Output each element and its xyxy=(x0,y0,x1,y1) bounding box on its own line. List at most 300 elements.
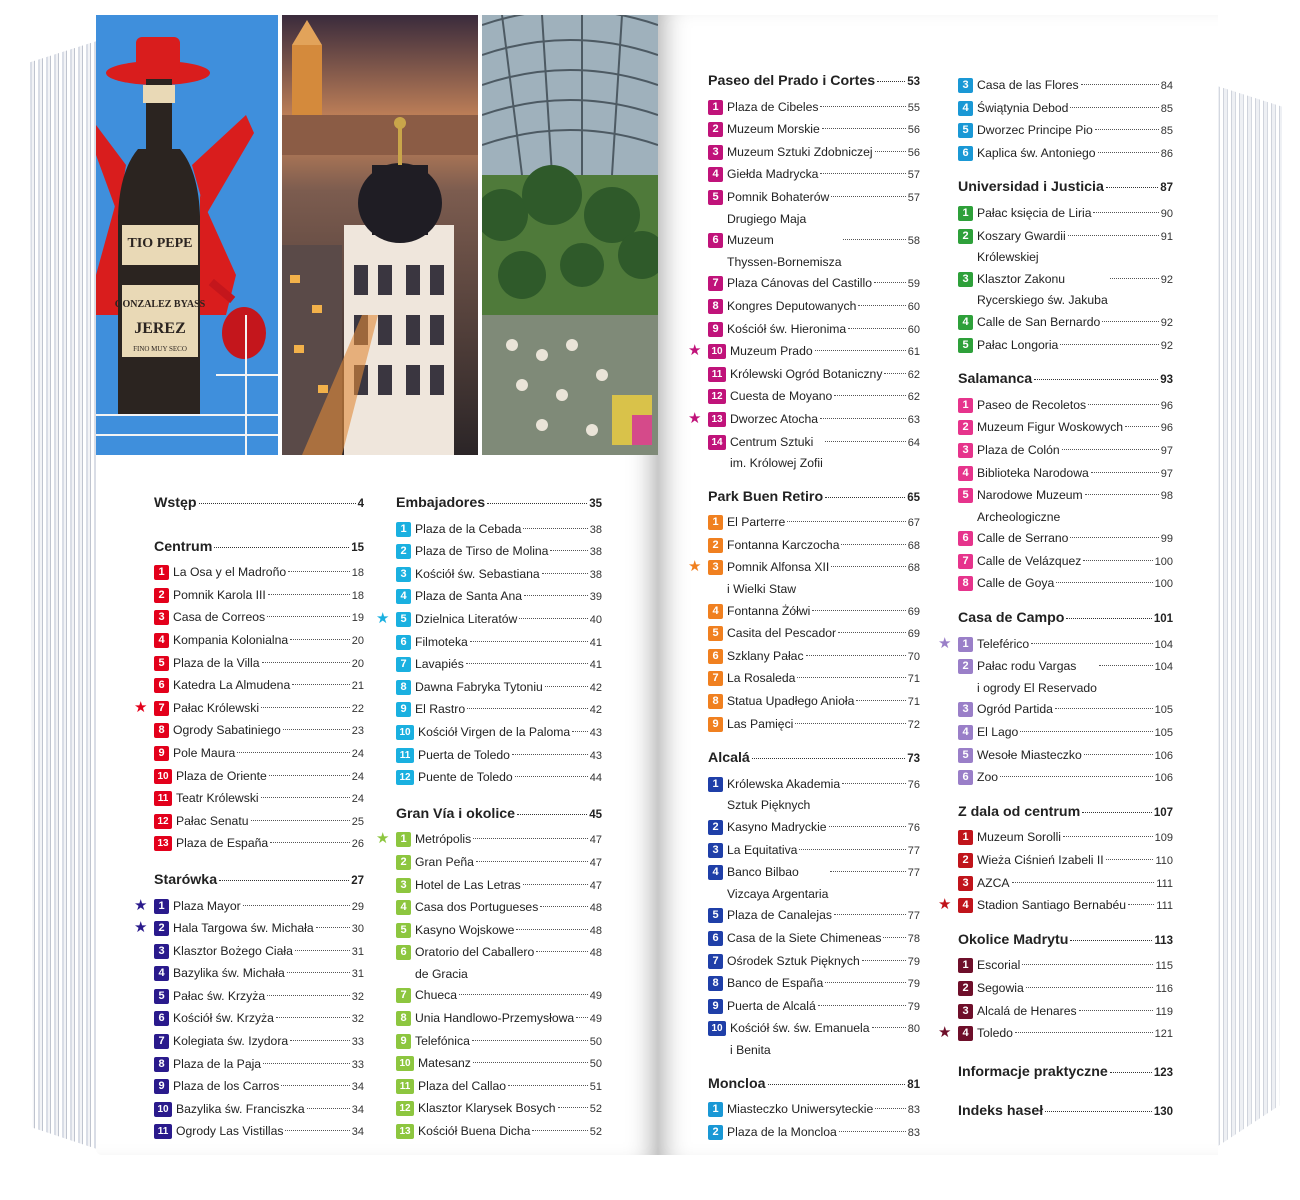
toc-entry[interactable] xyxy=(958,1001,1173,1024)
dot-leader xyxy=(285,1130,349,1131)
toc-entry[interactable] xyxy=(958,75,1173,98)
left-page-edges xyxy=(30,40,100,1150)
dot-leader xyxy=(1106,187,1158,188)
entry-text xyxy=(173,630,364,653)
toc-entry[interactable] xyxy=(376,829,602,852)
entry-page-number: 22 xyxy=(351,702,364,715)
entry-page-number: 83 xyxy=(907,1104,920,1117)
toc-entry[interactable] xyxy=(154,766,364,789)
entry-name: Plaza del Callao xyxy=(418,1078,507,1093)
section-alcala[interactable] xyxy=(708,748,920,771)
entry-name: Teleférico xyxy=(977,636,1030,651)
entry-text xyxy=(730,386,920,409)
entry-number-badge: 3 xyxy=(396,567,411,582)
toc-entry[interactable] xyxy=(154,1121,364,1144)
entry-text xyxy=(415,1008,602,1031)
toc-entry[interactable] xyxy=(708,840,920,863)
toc-entry[interactable] xyxy=(154,986,364,1009)
entry-name: La Osa y el Madroño xyxy=(173,565,287,580)
toc-entry[interactable] xyxy=(688,341,920,364)
toc-entry[interactable] xyxy=(938,895,1173,918)
section-embajadores[interactable] xyxy=(396,493,602,516)
toc-entry[interactable] xyxy=(708,386,920,409)
toc-entry[interactable] xyxy=(396,699,602,722)
toc-entry[interactable] xyxy=(396,564,602,587)
toc-entry[interactable] xyxy=(396,897,602,920)
entry-number-badge: 6 xyxy=(708,233,723,248)
toc-entry[interactable] xyxy=(708,230,920,273)
dot-leader xyxy=(822,128,906,129)
toc-entry[interactable] xyxy=(396,985,602,1008)
toc-entry[interactable] xyxy=(134,896,364,919)
dot-leader xyxy=(1099,665,1153,666)
section-page-number: 65 xyxy=(907,491,920,504)
entry-text xyxy=(173,896,364,919)
dot-leader xyxy=(1045,1111,1152,1112)
entry-text xyxy=(977,850,1173,873)
toc-entry[interactable] xyxy=(154,675,364,698)
toc-entry[interactable] xyxy=(958,850,1173,873)
toc-entry[interactable] xyxy=(708,646,920,669)
toc-entry[interactable] xyxy=(958,873,1173,896)
dot-leader xyxy=(316,927,350,928)
entry-number-badge: 8 xyxy=(396,680,411,695)
entry-name: Dawna Fabryka Tytoniu xyxy=(415,679,543,694)
entry-text xyxy=(977,873,1173,896)
toc-entry[interactable] xyxy=(708,601,920,624)
entry-number-badge: 7 xyxy=(708,954,723,969)
toc-entry[interactable] xyxy=(708,164,920,187)
toc-entry[interactable] xyxy=(958,440,1173,463)
toc-entry[interactable] xyxy=(134,918,364,941)
entry-number-badge: 1 xyxy=(958,206,973,221)
toc-entry[interactable] xyxy=(396,1121,602,1144)
entry-text xyxy=(176,1099,364,1122)
toc-entry[interactable] xyxy=(958,485,1173,528)
entry-page-number: 41 xyxy=(589,636,602,649)
section-page-number: 53 xyxy=(907,76,920,88)
spacer xyxy=(958,596,1173,608)
toc-entry[interactable] xyxy=(708,142,920,165)
toc-entry[interactable] xyxy=(708,97,920,120)
entry-page-number: 69 xyxy=(907,628,920,641)
entry-name: Kościół św. Krzyża xyxy=(173,1011,274,1026)
entry-page-number: 121 xyxy=(1154,1028,1173,1041)
dot-leader xyxy=(883,937,905,938)
entry-name: Banco Bilbao Vizcaya Argentaria xyxy=(727,865,829,901)
entry-number-badge: 2 xyxy=(708,1125,723,1140)
toc-entry[interactable] xyxy=(958,745,1173,768)
toc-entry[interactable] xyxy=(688,409,920,432)
spacer xyxy=(154,856,364,870)
toc-entry[interactable] xyxy=(154,833,364,856)
toc-entry[interactable] xyxy=(708,714,920,737)
dot-leader xyxy=(219,880,349,881)
dot-leader xyxy=(295,950,350,951)
entry-name: Pomnik Bohaterów Drugiego Maja xyxy=(727,189,830,226)
entry-text xyxy=(415,609,602,632)
entry-name: Ogrody Sabatiniego xyxy=(173,723,281,738)
toc-column-2 xyxy=(376,493,602,1144)
section-page-number: 113 xyxy=(1154,934,1173,947)
entry-name: El Rastro xyxy=(415,702,466,717)
entry-number-badge: 3 xyxy=(958,78,973,93)
entry-number-badge: 4 xyxy=(154,633,169,648)
dot-leader xyxy=(877,81,905,82)
entry-number-badge: 9 xyxy=(396,702,411,717)
entry-number-badge: 12 xyxy=(396,1101,414,1116)
entry-number-badge: 6 xyxy=(708,931,723,946)
toc-entry[interactable] xyxy=(154,743,364,766)
section-casacampo[interactable] xyxy=(958,608,1173,631)
entry-text xyxy=(727,691,920,714)
toc-entry[interactable] xyxy=(396,722,602,745)
toc-entry[interactable] xyxy=(958,767,1173,790)
entry-page-number: 32 xyxy=(351,990,364,1003)
toc-entry[interactable] xyxy=(396,632,602,655)
entry-text xyxy=(727,164,920,187)
toc-entry[interactable] xyxy=(154,1076,364,1099)
toc-entry[interactable] xyxy=(958,656,1173,699)
toc-entry[interactable] xyxy=(154,1054,364,1077)
entry-text xyxy=(977,699,1173,722)
entry-page-number: 119 xyxy=(1155,1005,1173,1018)
toc-entry[interactable] xyxy=(154,788,364,811)
toc-entry[interactable] xyxy=(708,432,920,475)
toc-entry[interactable] xyxy=(154,562,364,585)
toc-entry[interactable] xyxy=(958,98,1173,121)
dot-leader xyxy=(519,618,587,619)
toc-entry[interactable] xyxy=(958,699,1173,722)
entry-name: Klasztor Zakonu Rycerskiego św. Jakuba xyxy=(977,271,1108,308)
toc-entry[interactable] xyxy=(154,941,364,964)
section-title: Moncloa xyxy=(708,1075,766,1092)
dot-leader xyxy=(545,686,588,687)
dot-leader xyxy=(795,723,905,724)
entry-number-badge: 4 xyxy=(958,725,973,740)
entry-text xyxy=(176,788,364,811)
toc-entry[interactable] xyxy=(708,996,920,1019)
dot-leader xyxy=(1081,84,1159,85)
dot-leader xyxy=(476,861,588,862)
section-page-number: 123 xyxy=(1153,1066,1173,1079)
dot-leader xyxy=(820,418,906,419)
dot-leader xyxy=(872,1027,906,1028)
dot-leader xyxy=(214,547,349,548)
entry-name: Calle de Serrano xyxy=(977,531,1069,546)
entry-text xyxy=(415,852,602,875)
dot-leader xyxy=(1079,1010,1154,1011)
section-starowka[interactable] xyxy=(154,870,364,893)
entry-page-number: 85 xyxy=(1160,102,1173,115)
spacer xyxy=(154,519,364,537)
toc-entry[interactable] xyxy=(708,928,920,951)
entry-number-badge: 6 xyxy=(154,678,169,693)
toc-entry[interactable] xyxy=(708,1122,920,1145)
section-title: Starówka xyxy=(154,871,218,888)
entry-text xyxy=(173,720,364,743)
dot-leader xyxy=(838,632,906,633)
entry-text xyxy=(173,675,364,698)
toc-entry[interactable] xyxy=(708,691,920,714)
entry-text xyxy=(173,918,364,941)
dot-leader xyxy=(550,550,587,551)
toc-entry[interactable] xyxy=(134,698,364,721)
toc-entry[interactable] xyxy=(396,875,602,898)
entry-text xyxy=(977,634,1173,657)
entry-name: Lavapiés xyxy=(415,657,464,672)
toc-entry[interactable] xyxy=(708,862,920,905)
toc-entry[interactable] xyxy=(708,973,920,996)
entry-page-number: 72 xyxy=(907,718,920,731)
toc-entry[interactable] xyxy=(154,607,364,630)
entry-page-number: 67 xyxy=(907,517,920,530)
toc-entry[interactable] xyxy=(154,963,364,986)
toc-entry[interactable] xyxy=(708,535,920,558)
section-zdala[interactable] xyxy=(958,802,1173,825)
toc-entry[interactable] xyxy=(958,120,1173,143)
dot-leader xyxy=(1085,494,1159,495)
entry-name: Paseo de Recoletos xyxy=(977,397,1087,412)
entry-number-badge: 10 xyxy=(396,1056,414,1071)
toc-entry[interactable] xyxy=(958,978,1173,1001)
entry-name: Kościół św. Sebastiana xyxy=(415,566,540,581)
entry-number-badge: 6 xyxy=(958,531,973,546)
entry-name: Toledo xyxy=(977,1026,1013,1041)
entry-text xyxy=(977,1001,1173,1024)
section-extra-1[interactable] xyxy=(958,1101,1173,1124)
entry-page-number: 24 xyxy=(351,793,364,806)
entry-number-badge: 4 xyxy=(708,865,723,880)
dot-leader xyxy=(515,776,588,777)
right-page xyxy=(658,15,1218,1155)
toc-entry[interactable] xyxy=(396,767,602,790)
entry-name: Plaza de la Cebada xyxy=(415,521,522,536)
entry-number-badge: 5 xyxy=(708,626,723,641)
section-paseo[interactable] xyxy=(708,71,920,94)
section-salamanca[interactable] xyxy=(958,369,1173,392)
entry-page-number: 18 xyxy=(351,589,364,602)
toc-entry[interactable] xyxy=(154,1099,364,1122)
toc-entry[interactable] xyxy=(396,942,602,985)
toc-entry[interactable] xyxy=(708,296,920,319)
toc-entry[interactable] xyxy=(938,1023,1173,1046)
entry-page-number: 77 xyxy=(907,844,920,857)
toc-entry[interactable] xyxy=(958,955,1173,978)
toc-entry[interactable] xyxy=(708,1018,920,1061)
toc-entry[interactable] xyxy=(958,827,1173,850)
toc-entry[interactable] xyxy=(154,653,364,676)
toc-entry[interactable] xyxy=(154,630,364,653)
toc-entry[interactable] xyxy=(708,119,920,142)
section-intro[interactable] xyxy=(154,493,364,516)
dot-leader xyxy=(261,707,350,708)
dot-leader xyxy=(839,1131,906,1132)
dot-leader xyxy=(752,758,905,759)
toc-entry[interactable] xyxy=(958,573,1173,596)
toc-entry[interactable] xyxy=(396,677,602,700)
entry-number-badge: 4 xyxy=(958,898,973,913)
toc-entry[interactable] xyxy=(396,1031,602,1054)
toc-entry[interactable] xyxy=(154,1031,364,1054)
entry-page-number: 57 xyxy=(907,191,920,204)
entry-page-number: 86 xyxy=(1160,147,1173,160)
toc-entry[interactable] xyxy=(958,528,1173,551)
toc-entry[interactable] xyxy=(396,1076,602,1099)
dot-leader xyxy=(536,951,588,952)
toc-entry[interactable] xyxy=(396,852,602,875)
toc-entry[interactable] xyxy=(708,364,920,387)
dot-leader xyxy=(841,544,905,545)
toc-entry[interactable] xyxy=(708,817,920,840)
entry-number-badge: 7 xyxy=(708,276,723,291)
dot-leader xyxy=(466,663,588,664)
entry-name: Plaza de Santa Ana xyxy=(415,589,523,604)
entry-number-badge: 13 xyxy=(708,412,726,427)
toc-entry[interactable] xyxy=(958,312,1173,335)
toc-entry[interactable] xyxy=(958,395,1173,418)
toc-entry[interactable] xyxy=(154,1008,364,1031)
entry-name: Bazylika św. Michała xyxy=(173,966,285,981)
toc-entry[interactable] xyxy=(958,551,1173,574)
toc-entry[interactable] xyxy=(938,634,1173,657)
toc-entry[interactable] xyxy=(396,519,602,542)
dot-leader xyxy=(1098,152,1159,153)
section-centrum[interactable] xyxy=(154,537,364,560)
entry-page-number: 76 xyxy=(907,778,920,791)
entry-text xyxy=(727,840,920,863)
entry-number-badge: 4 xyxy=(396,900,411,915)
entry-page-number: 41 xyxy=(589,659,602,672)
star-icon: ★ xyxy=(134,698,148,716)
entry-page-number: 106 xyxy=(1154,749,1173,762)
entry-number-badge: 1 xyxy=(396,522,411,537)
toc-entry[interactable] xyxy=(154,720,364,743)
entry-number-badge: 2 xyxy=(958,420,973,435)
entry-text xyxy=(977,485,1173,528)
entry-text xyxy=(727,996,920,1019)
star-icon: ★ xyxy=(688,558,702,576)
toc-entry[interactable] xyxy=(708,1099,920,1122)
toc-entry[interactable] xyxy=(396,745,602,768)
toc-entry[interactable] xyxy=(376,609,602,632)
entry-page-number: 21 xyxy=(351,680,364,693)
section-universidad[interactable] xyxy=(958,177,1173,200)
entry-text xyxy=(173,698,364,721)
entry-name: Muzeum Morskie xyxy=(727,122,820,137)
left-page xyxy=(96,15,658,1155)
dot-leader xyxy=(268,594,350,595)
toc-entry[interactable] xyxy=(958,463,1173,486)
section-okolice[interactable] xyxy=(958,930,1173,953)
toc-entry[interactable] xyxy=(396,541,602,564)
toc-entry[interactable] xyxy=(688,557,920,600)
entry-text xyxy=(977,722,1173,745)
entry-number-badge: 5 xyxy=(154,989,169,1004)
star-icon: ★ xyxy=(688,342,702,360)
toc-entry[interactable] xyxy=(396,1053,602,1076)
entry-page-number: 42 xyxy=(589,681,602,694)
toc-entry[interactable] xyxy=(958,226,1173,269)
dot-leader xyxy=(1070,537,1158,538)
toc-entry[interactable] xyxy=(396,586,602,609)
entry-name: Zoo xyxy=(977,770,999,785)
section-granvia[interactable] xyxy=(396,804,602,827)
entry-text xyxy=(977,895,1173,918)
dot-leader xyxy=(467,708,588,709)
toc-entry[interactable] xyxy=(708,623,920,646)
section-extra-0[interactable] xyxy=(958,1062,1173,1085)
entry-number-badge: 1 xyxy=(958,398,973,413)
toc-entry[interactable] xyxy=(708,668,920,691)
section-title: Indeks haseł xyxy=(958,1103,1044,1120)
entry-page-number: 40 xyxy=(589,613,602,626)
toc-entry[interactable] xyxy=(958,203,1173,226)
toc-entry[interactable] xyxy=(154,585,364,608)
toc-entry[interactable] xyxy=(708,319,920,342)
toc-entry[interactable] xyxy=(708,905,920,928)
entry-number-badge: 9 xyxy=(396,1034,411,1049)
entry-page-number: 50 xyxy=(589,1035,602,1048)
dot-leader xyxy=(1088,404,1159,405)
toc-entry[interactable] xyxy=(708,774,920,817)
dot-leader xyxy=(576,1017,588,1018)
star-icon: ★ xyxy=(938,1024,952,1042)
entry-text xyxy=(415,677,602,700)
entry-name: Klasztor Bożego Ciała xyxy=(173,943,293,958)
entry-name: Plaza de Tirso de Molina xyxy=(415,544,549,559)
entry-name: Plaza de Colón xyxy=(977,442,1060,457)
dot-leader xyxy=(1034,379,1158,380)
entry-number-badge: 7 xyxy=(154,1034,169,1049)
section-moncloa[interactable] xyxy=(708,1074,920,1097)
toc-entry[interactable] xyxy=(708,187,920,230)
toc-entry[interactable] xyxy=(396,654,602,677)
toc-entry[interactable] xyxy=(958,417,1173,440)
entry-number-badge: 7 xyxy=(396,657,411,672)
entry-number-badge: 1 xyxy=(958,958,973,973)
entry-number-badge: 4 xyxy=(958,101,973,116)
dot-leader xyxy=(825,497,905,498)
dot-leader xyxy=(572,731,588,732)
entry-page-number: 111 xyxy=(1156,877,1173,890)
entry-name: El Parterre xyxy=(727,515,786,530)
dot-leader xyxy=(875,151,906,152)
entry-page-number: 79 xyxy=(907,955,920,968)
entry-number-badge: 4 xyxy=(958,466,973,481)
entry-number-badge: 2 xyxy=(708,820,723,835)
toc-entry[interactable] xyxy=(396,1098,602,1121)
toc-entry[interactable] xyxy=(958,269,1173,312)
toc-entry[interactable] xyxy=(154,811,364,834)
toc-entry[interactable] xyxy=(708,951,920,974)
entry-name: Kompania Kolonialna xyxy=(173,632,289,647)
toc-entry[interactable] xyxy=(958,143,1173,166)
entry-page-number: 92 xyxy=(1160,339,1173,352)
entry-number-badge: 4 xyxy=(154,966,169,981)
toc-entry[interactable] xyxy=(958,722,1173,745)
dot-leader xyxy=(862,960,906,961)
entry-page-number: 26 xyxy=(351,838,364,851)
entry-page-number: 34 xyxy=(351,1103,364,1116)
toc-entry[interactable] xyxy=(396,1008,602,1031)
toc-entry[interactable] xyxy=(958,335,1173,358)
section-retiro[interactable] xyxy=(708,487,920,510)
toc-entry[interactable] xyxy=(708,512,920,535)
entry-page-number: 97 xyxy=(1160,444,1173,457)
toc-entry[interactable] xyxy=(708,273,920,296)
toc-entry[interactable] xyxy=(396,920,602,943)
